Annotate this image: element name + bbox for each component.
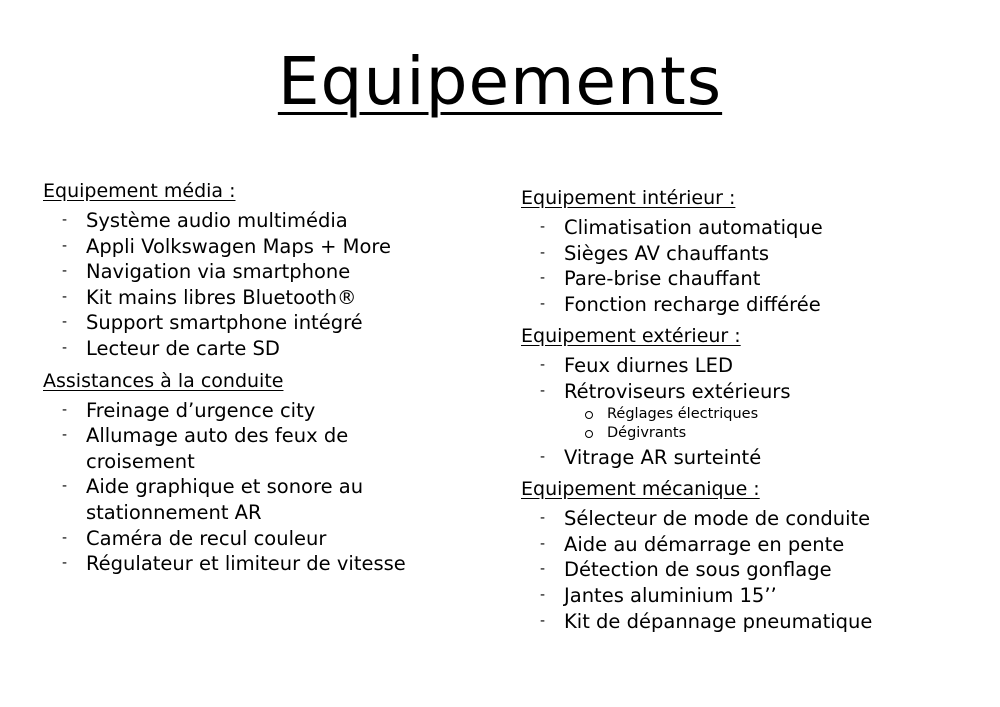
dash-icon: - [62, 339, 68, 356]
list-item: - Pare-brise chauffant [540, 267, 761, 291]
right-column [521, 185, 981, 640]
dash-icon: - [62, 427, 68, 444]
dash-icon: - [62, 401, 68, 418]
list-item: - Climatisation automatique [540, 216, 823, 239]
dash-icon: - [62, 237, 68, 254]
list-item: - Régulateur et limiteur de vitesse [62, 552, 406, 576]
list-item: - Allumage auto des feux de croisement [62, 424, 349, 473]
section-heading-assistances: Assistances à la conduite [43, 369, 284, 392]
section-heading-media: Equipement média : [43, 180, 236, 202]
list-item: - Freinage d’urgence city [62, 398, 316, 422]
assistances-list [43, 398, 483, 577]
sub-list-item: Dégivrants [521, 424, 981, 443]
dash-icon: - [62, 529, 68, 546]
list-item: - Aide au démarrage en pente [540, 532, 845, 556]
dash-icon: - [62, 212, 68, 228]
circle-bullet-icon [585, 411, 593, 419]
dash-icon: - [62, 555, 68, 572]
list-item: - Système audio multimédia [62, 209, 348, 232]
list-item: - Lecteur de carte SD [62, 336, 280, 360]
dash-icon: - [62, 478, 68, 495]
list-item: - Sièges AV chauffants [540, 241, 770, 265]
list-item: - Feux diurnes LED [540, 354, 733, 378]
list-item: - Détection de sous gonflage [540, 558, 832, 582]
dash-icon: - [540, 561, 546, 578]
section-heading-interieur: Equipement intérieur : [521, 187, 736, 209]
dash-icon: - [540, 612, 546, 629]
dash-icon: - [62, 314, 68, 331]
dash-icon: - [540, 510, 546, 527]
dash-icon: - [62, 263, 68, 280]
list-item: - Vitrage AR surteinté [540, 445, 762, 469]
dash-icon: - [540, 244, 546, 261]
list-item: - Fonction recharge différée [540, 292, 821, 316]
dash-icon: - [540, 295, 546, 312]
dash-icon: - [540, 535, 546, 552]
list-item: - Sélecteur de mode de conduite [540, 507, 871, 531]
list-item: - Caméra de recul couleur [62, 526, 327, 550]
mecanique-list [521, 506, 981, 634]
dash-icon: - [540, 586, 546, 603]
sub-list-item: Réglages électriques [521, 405, 981, 424]
dash-icon: - [540, 448, 546, 465]
list-item: - Appli Volkswagen Maps + More [62, 234, 391, 258]
dash-icon: - [62, 288, 68, 305]
list-item: - Kit mains libres Bluetooth® [62, 285, 357, 309]
section-heading-mecanique: Equipement mécanique : [521, 478, 760, 501]
list-item: - Support smartphone intégré [62, 311, 363, 335]
list-item: - Jantes aluminium 15’’ [540, 583, 777, 607]
dash-icon: - [540, 357, 546, 374]
section-heading-exterieur: Equipement extérieur : [521, 325, 741, 348]
dash-icon: - [540, 382, 546, 399]
page-title-text: Equipements [277, 43, 723, 120]
circle-bullet-icon [585, 430, 593, 438]
dash-icon: - [540, 270, 546, 287]
list-item: - Aide graphique et sonore au stationnement AR [62, 475, 364, 524]
list-item: - Rétroviseurs extérieurs Réglages électriques Dégivrants [521, 379, 981, 443]
page-title [0, 42, 1000, 122]
retroviseurs-sub-list [521, 405, 981, 443]
exterieur-list [521, 353, 981, 470]
media-list [43, 208, 483, 362]
dash-icon: - [540, 219, 546, 235]
list-item: - Kit de dépannage pneumatique [540, 609, 873, 633]
list-item: - Navigation via smartphone [62, 260, 351, 284]
left-column [43, 178, 483, 583]
interieur-list [521, 215, 981, 317]
